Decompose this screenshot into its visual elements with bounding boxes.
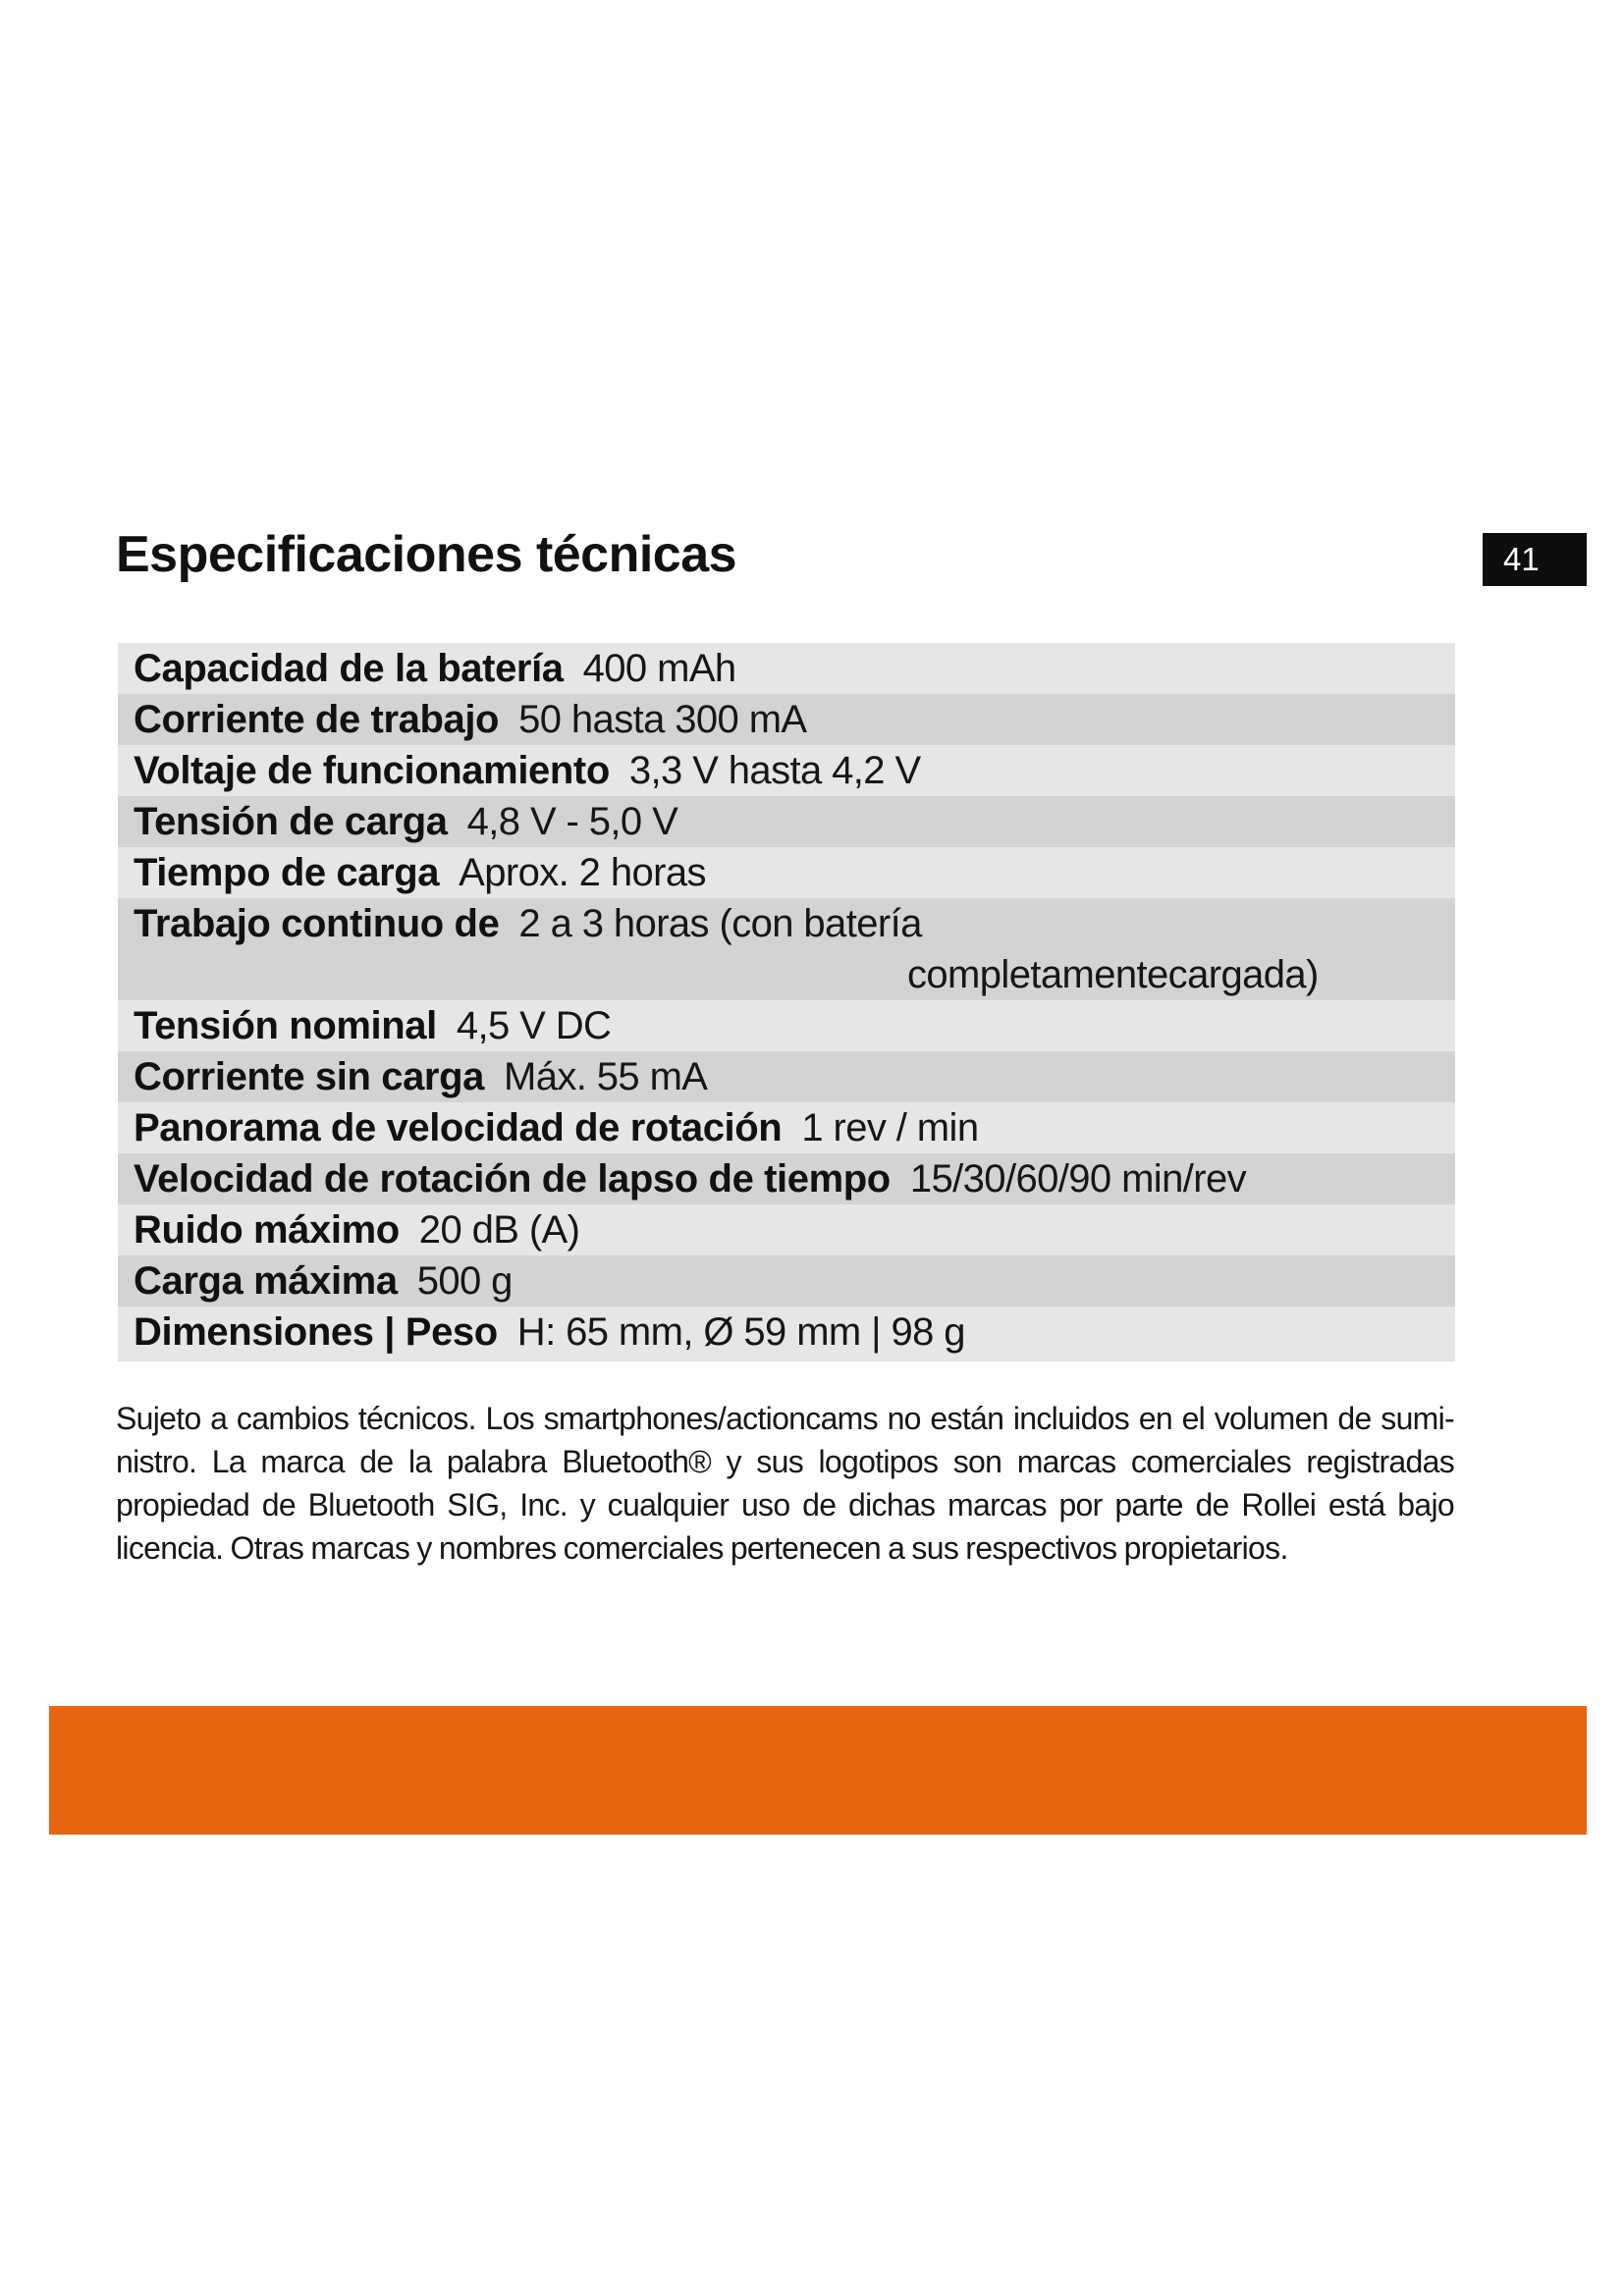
spec-label: Panorama de velocidad de rotación [134,1106,783,1149]
spec-row-operating-voltage [118,745,1455,796]
spec-table [118,643,1455,1362]
spec-row-max-noise [118,1204,1455,1255]
spec-row-charging-voltage [118,796,1455,847]
spec-label: Trabajo continuo de [134,902,500,945]
spec-value: H: 65 mm, Ø 59 mm | 98 g [516,1310,965,1354]
spec-value: 500 g [416,1259,513,1303]
page-title: Especificaciones técnicas [116,526,737,583]
spec-row-nominal-voltage [118,1000,1455,1051]
spec-value: 4,8 V - 5,0 V [466,800,678,843]
spec-value: 400 mAh [582,647,736,690]
spec-label: Tensión nominal [134,1004,437,1047]
spec-row-continuous-work [118,898,1455,1000]
spec-row-dimensions-weight [118,1307,1455,1358]
spec-label: Dimensiones | Peso [134,1310,498,1354]
footer-accent-band [49,1706,1587,1835]
spec-value: 15/30/60/90 min/rev [909,1157,1246,1201]
spec-value: 20 dB (A) [418,1208,580,1252]
spec-value: 3,3 V hasta 4,2 V [628,749,921,792]
spec-label: Corriente sin carga [134,1055,484,1098]
spec-label: Tensión de carga [134,800,448,843]
disclaimer-text: Sujeto a cambios técnicos. Los smartphones/actioncams no están incluidos en el volumen de sumi-nistro. La marca de la palabra Bluetooth® y sus logotipos son marcas comerciales registradas propiedad de Bluetooth SIG, Inc. y cualquier uso de dichas marcas por parte de Rollei está bajo licencia. Otras marcas y nombres comerciales pertenecen a sus respectivos propietarios. [116,1401,1454,1566]
spec-row-panorama-speed [118,1102,1455,1153]
spec-label: Voltaje de funcionamiento [134,749,610,792]
spec-row-timelapse-speed [118,1153,1455,1204]
spec-label: Ruido máximo [134,1208,400,1252]
spec-label: Capacidad de la batería [134,647,564,690]
spec-row-battery-capacity [118,643,1455,694]
spec-value: 1 rev / min [801,1106,979,1149]
spec-row-max-load [118,1255,1455,1307]
spec-row-no-load-current [118,1051,1455,1102]
spec-label: Tiempo de carga [134,851,440,894]
spec-value: 2 a 3 horas (con batería [518,902,922,945]
spec-label: Corriente de trabajo [134,698,500,741]
spec-value: Máx. 55 mA [503,1055,708,1098]
page-number: 41 [1483,533,1587,586]
spec-label: Velocidad de rotación de lapso de tiempo [134,1157,891,1201]
spec-row-working-current [118,694,1455,745]
spec-label: Carga máxima [134,1259,398,1303]
spec-value: Aprox. 2 horas [459,851,706,894]
spec-value: 50 hasta 300 mA [518,698,807,741]
spec-value: 4,5 V DC [456,1004,612,1047]
spec-value-continuation: completamentecargada) [907,953,1319,996]
spec-row-charging-time [118,847,1455,898]
